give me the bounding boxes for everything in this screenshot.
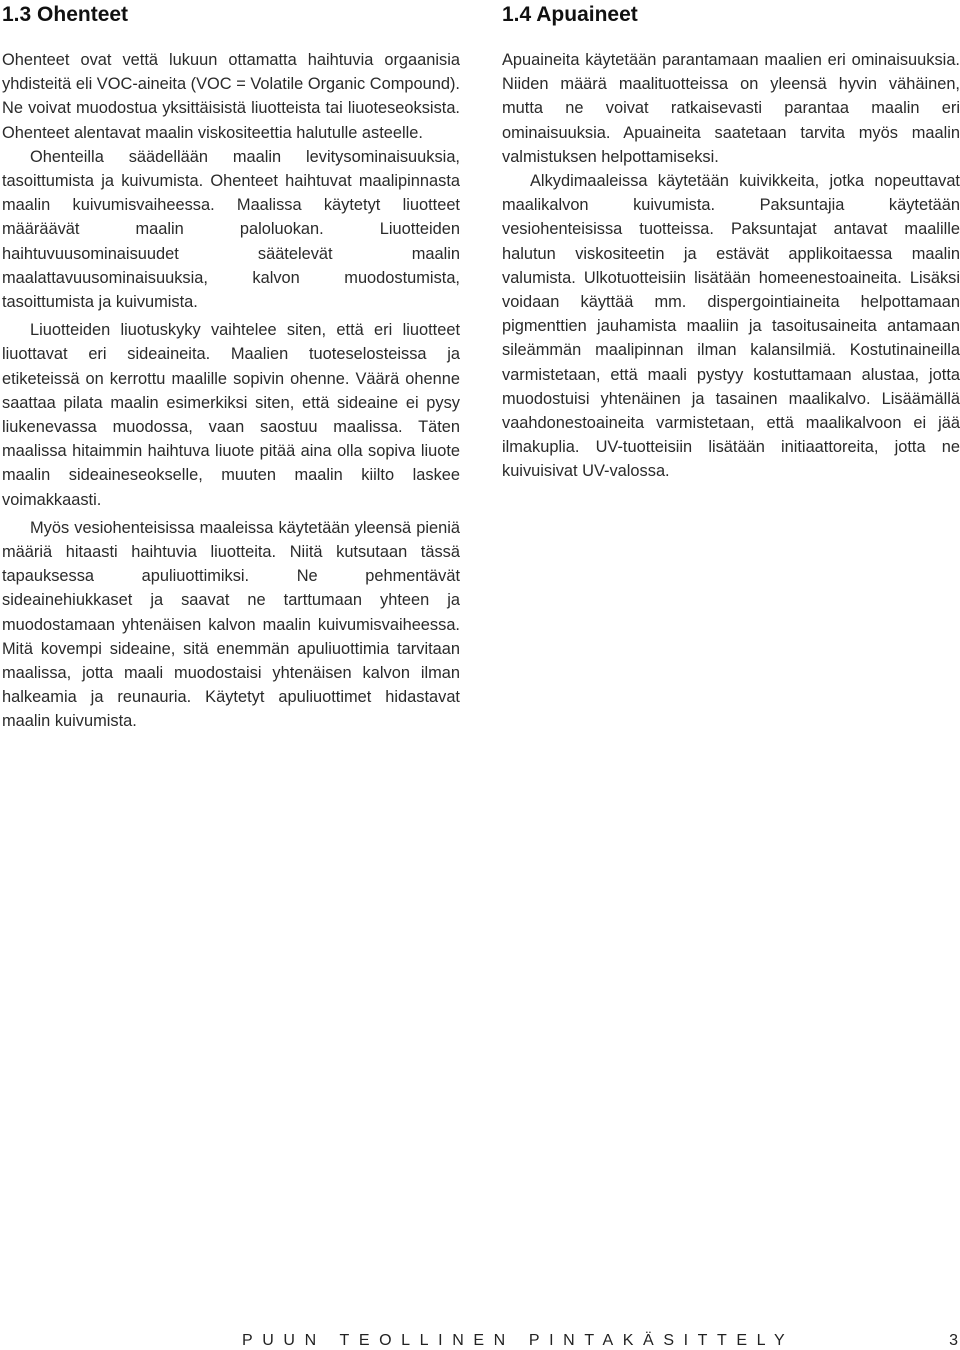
section-body-apuaineet [502, 48, 960, 484]
paragraph: Alkydimaaleissa käytetään kuivikkeita, jotka nopeuttavat maalikalvon kuivumista. Paksuntajia käytetään vesiohenteisissa tuotteissa. Paksuntajat antavat maalille halutun viskositeetin ja estävät applikoitaessa maalin valumista. Ulkotuotteisiin lisätään homeenestoaineita. Lisäksi voidaan käyttää mm. dispergointiaineita helpottamaan pigmenttien jauhamista maaliin ja tasoitusaineita antamaan sileämmän maalipinnan ilman kalansilmiä. Kostutinaineilla varmistetaan, että maali pystyy kostuttamaan alustaa, jotta muodostuisi yhtenäinen ja tasainen maalikalvo. Lisäämällä vaahdonestoaineita varmistetaan, että maalikalvoon ei jää ilmakuplia. UV-tuotteisiin lisätään initiaattoreita, jotta ne kuivuisivat UV-valossa. [502, 172, 960, 481]
running-footer-title: PUUN TEOLLINEN PINTAKÄSITTELY [242, 1332, 795, 1349]
section-title-apuaineet: 1.4 Apuaineet [502, 3, 638, 26]
left-column [2, 0, 460, 734]
page-number: 3 [949, 1332, 958, 1349]
section-body-ohenteet [2, 48, 460, 734]
paragraph: Apuaineita käytetään parantamaan maalien eri ominaisuuksia. Niiden määrä maalituotteissa on yleensä hyvin vähäinen, mutta ne voivat ratkaisevasti parantaa maalin eri ominaisuuksia. Apuaineita saatetaan tarvita myös maalin valmistuksen helpottamiseksi. [502, 51, 960, 166]
section-title-ohenteet: 1.3 Ohenteet [2, 3, 129, 26]
right-column [502, 0, 960, 484]
paragraph: Liuotteiden liuotuskyky vaihtelee siten, että eri liuotteet liuottavat eri sideaineita. Maalien tuoteselosteissa ja etiketeissä on kerrottu maalille sopivin ohenne. Väärä ohenne saattaa pilata maalin esimerkiksi siten, että sideaine ei pysy liukenevassa muodossa, vaan saostuu maalissa. Täten maalissa hitaimmin haihtuva liuote pitää aina olla sopiva liuote maalin sideaineseokselle, muuten maalin kiilto laskee voimakkaasti. [2, 321, 460, 509]
paragraph: Ohenteet ovat vettä lukuun ottamatta haihtuvia orgaanisia yhdisteitä eli VOC-aineita (VOC = Volatile Organic Compound). Ne voivat muodostua yksittäisistä liuotteista tai liuoteseoksista. Ohenteet alentavat maalin viskositeettia halutulle asteelle. [2, 51, 460, 142]
paragraph: Ohenteilla säädellään maalin levitysominaisuuksia, tasoittumista ja kuivumista. Ohenteet haihtuvat maalipinnasta maalin kuivumisvaiheessa. Maalissa käytetyt liuotteet määräävät maalin paloluokan. Liuotteiden haihtuvuusominaisuudet säätelevät maalin maalattavuusominaisuuksia, kalvon muodostumista, tasoittumista ja kuivumista. [2, 147, 460, 312]
paragraph: Myös vesiohenteisissa maaleissa käytetään yleensä pieniä määriä hitaasti haihtuvia liuotteita. Niitä kutsutaan tässä tapauksessa apuliuottimiksi. Ne pehmentävät sideainehiukkaset ja saavat ne tarttumaan yhteen ja muodostamaan yhtenäisen kalvon maalin kuivumisvaiheessa. Mitä kovempi sideaine, sitä enemmän apuliuottimia tarvitaan maalissa, jotta maali muodostaisi yhtenäisen kalvon ilman halkeamia ja reunauria. Käytetyt apuliuottimet hidastavat maalin kuivumista. [2, 518, 460, 731]
